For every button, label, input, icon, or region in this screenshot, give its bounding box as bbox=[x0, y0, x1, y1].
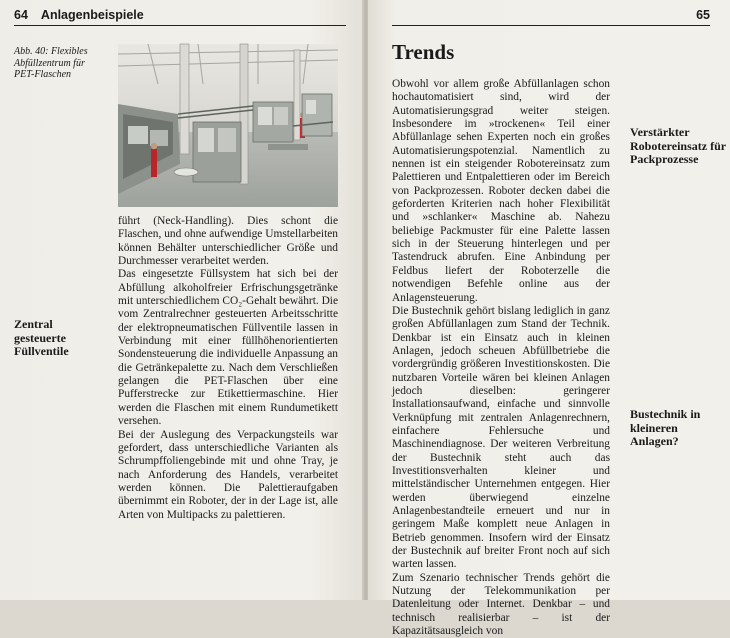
right-body-text bbox=[392, 78, 610, 638]
paragraph: Die Bustechnik gehört bislang lediglich in ganz großen Abfüllanlagen zum Stand der Technik. Denkbar ist ein Einsatz auch in kleinen Anlagen, jedoch scheuen Abfüllbetriebe die vordergründig größeren Investitionskosten. Die nutzbaren Vorteile wären bei kleinen Anlagen jedoch dieselben: geringerer Installationsaufwand, einfache und sinnvolle Verknüpfung mit zentralen Anlagenrechnern, einfachere Fehlersuche und Maschinendiagnose. Der weiteren Verbreitung der Bustechnik steht auch das Investitionsverhalten kleiner und mittelständischer Unternehmen entgegen. Hier werden überwiegend einzelne Anlagenbestandteile erneuert und nur in geringem Maße komplett neue Anlagen in Betrieb genommen. Insofern wird der Einsatz der Bustechnik auf breiter Front noch auf sich warten lassen. bbox=[392, 304, 610, 571]
paragraph: Obwohl vor allem große Abfüllanlagen schon hochautomatisiert sind, wird der Automatisierungsgrad weiter steigen. Insbesondere im »trockenen« Teil einer Abfüllanlage sehen Experten noch ein großes Automatisierungspotenzial. Namentlich zu nennen ist ein steigender Robotereinsatz zum Palettieren und Entpalettieren oder im Bereich von Packprozessen. Roboter decken dabei die geforderten Kriterien nach hoher Flexibilität und »schlanker« Maschine ab. Nahezu beliebige Packmuster für eine Palette lassen sich in der Steuerung hinterlegen und per Tastendruck abrufen. Eine Anbindung per Feldbus liefert der Roboterzelle die notwendigen Befehle online aus der Anlagensteuerung. bbox=[392, 78, 610, 304]
paragraph: Bei der Auslegung des Verpackungsteils war gefordert, dass unterschiedliche Varianten als Schrumpffoliengebinde mit und ohne Tray, je nach Anforderung des Handels, verarbeitet werden können. Die Palettieraufgaben übernimmt ein Roboter, der in der Lage ist, alle Arten von Multipacks zu palettieren. bbox=[118, 428, 338, 521]
running-header-right bbox=[392, 8, 710, 26]
section-title: Trends bbox=[392, 40, 455, 64]
running-header-left bbox=[14, 8, 346, 26]
paragraph: führt (Neck-Handling). Dies schont die Flaschen, und ohne aufwendige Umstellarbeiten können Behälter unterschiedlicher Größe und Durchmesser verarbeitet werden. bbox=[118, 215, 338, 268]
margin-note-fill-valves: Zentral gesteuerte Füllventile bbox=[14, 317, 69, 358]
paragraph: Das eingesetzte Füllsystem hat sich bei der Abfüllung alkoholfreier Erfrischungsgetränke mit unterschiedlichem CO₂-Gehalt bewährt. Die vom Zentralrechner gesteuerten Arbeitsschritte der elektropneumatischen Füllventile lassen in Verbindung mit einer füllhöhenorientierten Sondensteuerung die individuelle Anpassung an die Getränkepalette zu. Nach dem Verschließen gelangen die PET-Flaschen über eine Pufferstrecke zur Etikettiermaschine. Hier werden die Flaschen mit einem Rundumetikett versehen. bbox=[118, 268, 339, 428]
paragraph: Zum Szenario technischer Trends gehört die Nutzung der Telekommunikation per Datenleitung oder Internet. Denkbar – und technisch realisierbar – ist der Kapazitätsausgleich von bbox=[392, 571, 610, 638]
page-number-left: 64 bbox=[14, 8, 28, 22]
figure-caption: Abb. 40: Flexibles Abfüllzentrum für PET-Flaschen bbox=[14, 46, 88, 80]
left-body-text bbox=[118, 215, 338, 522]
margin-note-bus-technology: Bustechnik in kleineren Anlagen? bbox=[630, 407, 701, 448]
margin-note-robots: Verstärkter Robotereinsatz für Packprozesse bbox=[630, 125, 726, 166]
page-number-right: 65 bbox=[696, 8, 710, 22]
running-head-title: Anlagenbeispiele bbox=[40, 8, 144, 22]
left-page bbox=[0, 0, 364, 600]
bottling-plant-photo bbox=[118, 44, 338, 207]
right-page bbox=[368, 0, 730, 638]
